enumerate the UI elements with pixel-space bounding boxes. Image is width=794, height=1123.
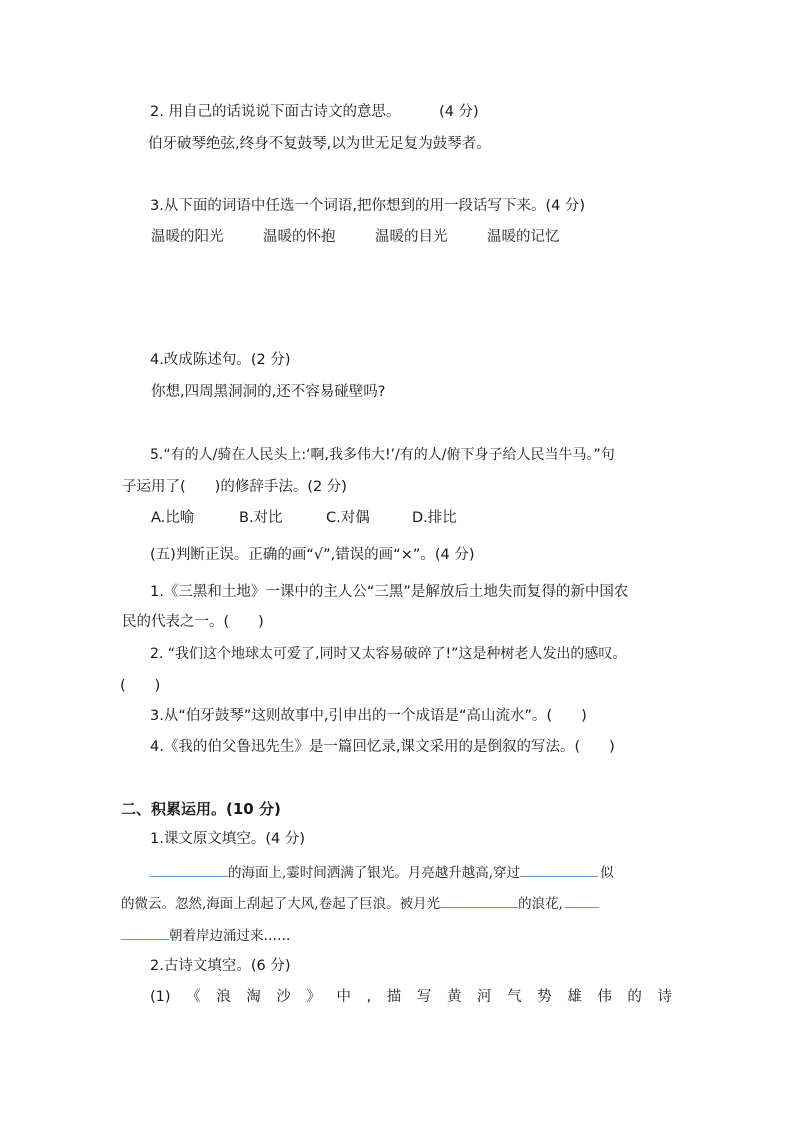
fill-blank[interactable]: [150, 862, 228, 877]
fill-blank[interactable]: [565, 893, 599, 908]
question-4-prompt: 4.改成陈述句。(2 分): [150, 352, 291, 368]
fill-blank[interactable]: [121, 925, 169, 940]
part-2-title: 二、积累运用。(10 分): [121, 800, 281, 818]
judge-item-2-cont: ( ): [120, 678, 161, 694]
fill-in-line-1: 的海面上,霎时间洒满了银光。月亮越升越高,穿过 似: [150, 862, 614, 883]
question-2-score: (4 分): [439, 104, 479, 120]
fill-in-prompt: 1.课文原文填空。(4 分): [150, 831, 305, 847]
question-5-line-1: 5.“有的人/骑在人民头上:‘啊,我多伟大!’/有的人/俯下身子给人民当牛马。”句: [150, 447, 615, 463]
question-4-sentence: 你想,四周黑洞洞的,还不容易碰壁吗?: [151, 384, 386, 400]
judge-item-2: 2. “我们这个地球太可爱了,同时又太容易破碎了!”这是种树老人发出的感叹。: [150, 646, 627, 662]
section-5-title: (五)判断正误。正确的画“√”,错误的画“×”。(4 分): [150, 547, 475, 563]
judge-item-1-cont: 民的代表之一。( ): [122, 614, 264, 630]
judge-item-4: 4.《我的伯父鲁迅先生》是一篇回忆录,课文采用的是倒叙的写法。( ): [150, 739, 615, 755]
option-b: B.对比: [239, 510, 283, 526]
fill-in-line-3: 朝着岸边涌过来……: [121, 925, 291, 946]
question-2-quote: 伯牙破琴绝弦,终身不复鼓琴,以为世无足复为鼓琴者。: [148, 136, 491, 152]
question-5-line-2: 子运用了( )的修辞手法。(2 分): [122, 479, 347, 495]
fill-in-line-2: 的微云。忽然,海面上刮起了大风,卷起了巨浪。被月光 的浪花,: [121, 893, 599, 914]
poem-fill-item-1: (1) 《 浪 淘 沙 》 中 , 描 写 黄 河 气 势 雄 伟 的 诗: [150, 989, 672, 1005]
question-2-prompt: [150, 102, 479, 122]
question-3-word: 温暖的目光: [375, 229, 448, 245]
option-d: D.排比: [412, 510, 457, 526]
question-2-text: 2. 用自己的话说说下面古诗文的意思。: [150, 104, 401, 120]
judge-item-1: 1.《三黑和土地》一课中的主人公“三黑”是解放后土地失而复得的新中国农: [150, 584, 629, 600]
question-3-word: 温暖的记忆: [487, 229, 560, 245]
option-a: A.比喻: [151, 510, 195, 526]
question-3-prompt: 3.从下面的词语中任选一个词语,把你想到的用一段话写下来。(4 分): [150, 198, 586, 214]
fill-blank[interactable]: [440, 893, 518, 908]
question-3-word: 温暖的阳光: [151, 229, 224, 245]
option-c: C.对偶: [326, 510, 370, 526]
fill-blank[interactable]: [520, 862, 598, 877]
poem-fill-prompt: 2.古诗文填空。(6 分): [150, 958, 291, 974]
question-3-word: 温暖的怀抱: [263, 229, 336, 245]
judge-item-3: 3.从“伯牙鼓琴”这则故事中,引申出的一个成语是“高山流水”。( ): [150, 708, 587, 724]
